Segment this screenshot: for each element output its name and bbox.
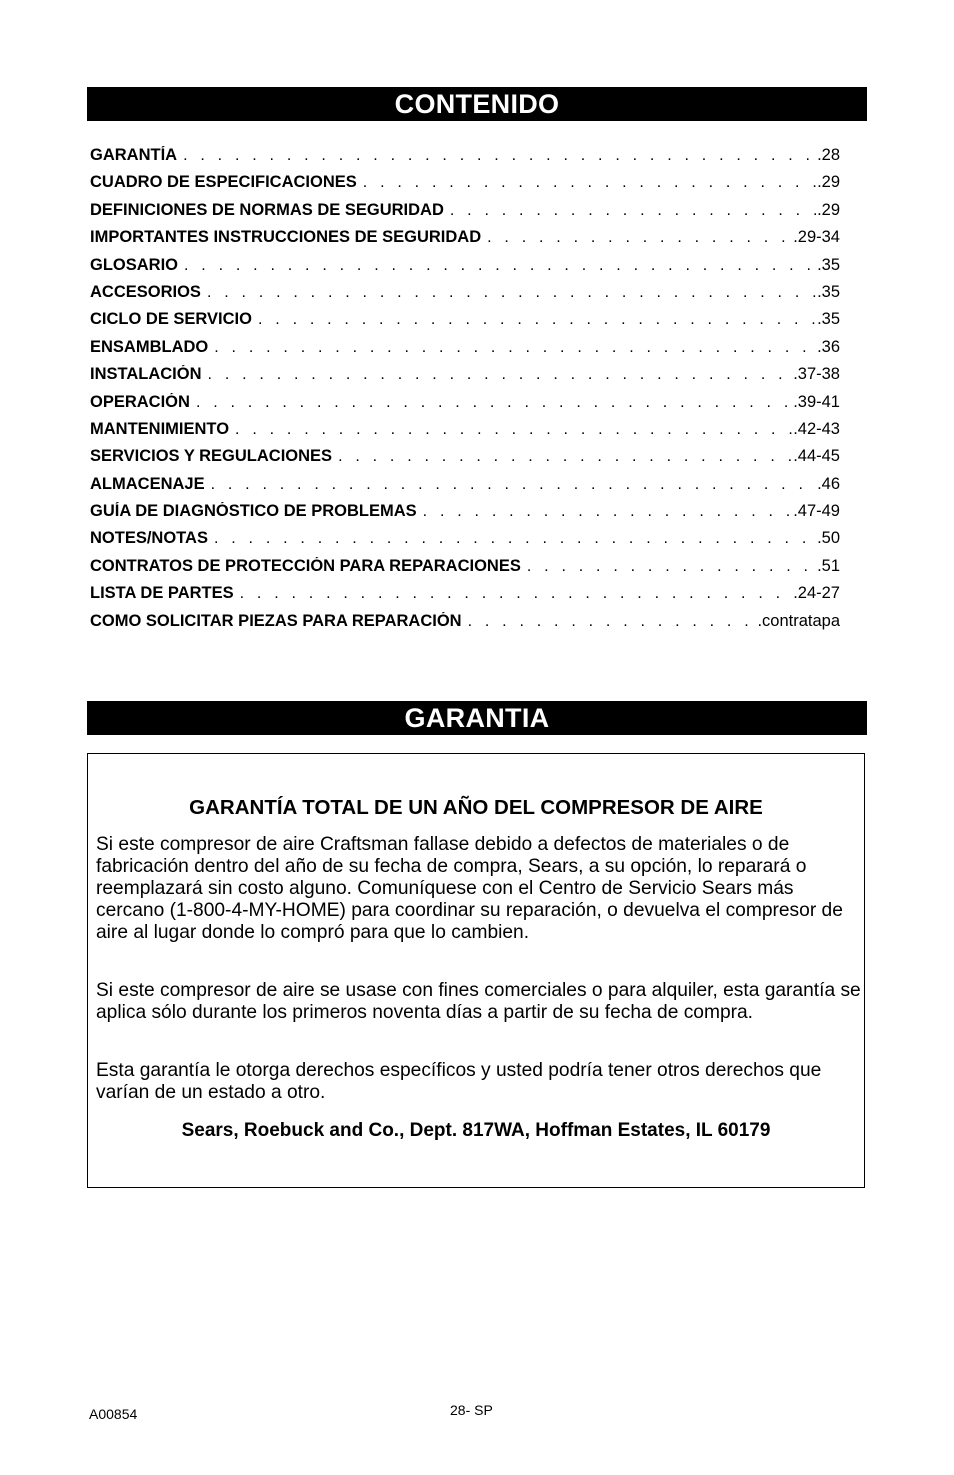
warranty-title: GARANTÍA TOTAL DE UN AÑO DEL COMPRESOR DE AIRE: [189, 796, 763, 819]
toc-entry[interactable]: [90, 283, 840, 310]
toc-leader-dots: [184, 257, 817, 275]
toc-entry[interactable]: [90, 201, 840, 228]
warranty-paragraph: Si este compresor de aire Craftsman fallase debido a defectos de materiales o de fabricación dentro del año de su fecha de compra, Sears, a su opción, lo reparará o reemplazará sin costo alguno. Comuníquese con el Centro de Servicio Sears más cercano (1-800-4-MY-HOME) para coordinar su reparación, o devuelva el compresor de aire al lugar donde lo compró para que lo cambien.: [96, 834, 843, 943]
toc-entry-page: .29: [817, 173, 840, 192]
toc-entry-title: CONTRATOS DE PROTECCIÓN PARA REPARACIONES: [90, 556, 521, 575]
table-of-contents: [90, 146, 840, 639]
toc-entry-page: .42-43: [793, 419, 840, 438]
warranty-paragraph: Esta garantía le otorga derechos específicos y usted podría tener otros derechos que varían de un estado a otro.: [96, 1060, 822, 1103]
toc-entry[interactable]: [90, 502, 840, 529]
toc-entry-title: LISTA DE PARTES: [90, 584, 234, 603]
toc-entry-page: .39-41: [793, 392, 840, 411]
toc-leader-dots: [211, 476, 817, 494]
toc-leader-dots: [208, 366, 794, 384]
toc-leader-dots: [338, 448, 793, 466]
toc-entry[interactable]: [90, 338, 840, 365]
toc-leader-dots: [196, 394, 793, 412]
toc-entry-title: SERVICIOS Y REGULACIONES: [90, 447, 333, 466]
warranty-box: [87, 753, 865, 1188]
toc-entry[interactable]: [90, 146, 840, 173]
page-number: 28- SP: [450, 1402, 493, 1418]
toc-entry[interactable]: [90, 447, 840, 474]
toc-entry[interactable]: [90, 584, 840, 611]
toc-entry-title: DEFINICIONES DE NORMAS DE SEGURIDAD: [90, 200, 444, 219]
toc-leader-dots: [207, 284, 817, 302]
toc-entry-page: .37-38: [793, 365, 840, 384]
toc-entry-page: .35: [817, 282, 840, 301]
toc-leader-dots: [487, 229, 793, 247]
toc-leader-dots: [363, 174, 817, 192]
toc-entry-title: ALMACENAJE: [90, 474, 205, 493]
toc-leader-dots: [235, 421, 793, 439]
document-code: A00854: [89, 1406, 138, 1422]
toc-entry[interactable]: [90, 310, 840, 337]
toc-entry-title: COMO SOLICITAR PIEZAS PARA REPARACIÓN: [90, 611, 462, 630]
toc-entry-title: IMPORTANTES INSTRUCCIONES DE SEGURIDAD: [90, 228, 482, 247]
toc-entry-page: .29-34: [793, 228, 840, 247]
toc-leader-dots: [240, 585, 794, 603]
toc-leader-dots: [423, 503, 794, 521]
toc-leader-dots: [214, 339, 817, 357]
toc-entry-title: ACCESORIOS: [90, 282, 201, 301]
toc-entry-page: .contratapa: [757, 611, 840, 630]
toc-entry[interactable]: [90, 420, 840, 447]
toc-entry-page: .51: [817, 556, 840, 575]
toc-leader-dots: [214, 530, 817, 548]
toc-entry-title: MANTENIMIENTO: [90, 419, 230, 438]
toc-entry-page: .35: [817, 310, 840, 329]
toc-entry-page: .50: [817, 529, 840, 548]
toc-entry[interactable]: [90, 173, 840, 200]
toc-leader-dots: [450, 202, 817, 220]
toc-entry-page: .36: [817, 337, 840, 356]
toc-leader-dots: [258, 311, 817, 329]
toc-entry[interactable]: [90, 228, 840, 255]
toc-leader-dots: [527, 558, 817, 576]
toc-entry[interactable]: [90, 256, 840, 283]
toc-entry[interactable]: [90, 393, 840, 420]
contents-heading: CONTENIDO: [87, 87, 867, 121]
toc-entry[interactable]: [90, 612, 840, 639]
toc-entry-page: .28: [817, 146, 840, 164]
toc-entry[interactable]: [90, 557, 840, 584]
toc-entry-page: .35: [817, 255, 840, 274]
toc-leader-dots: [183, 147, 817, 165]
toc-entry-title: OPERACIÓN: [90, 392, 190, 411]
toc-entry-page: .24-27: [793, 584, 840, 603]
warranty-address: Sears, Roebuck and Co., Dept. 817WA, Hoffman Estates, IL 60179: [181, 1120, 771, 1141]
toc-entry-title: GUÍA DE DIAGNÓSTICO DE PROBLEMAS: [90, 502, 417, 521]
toc-entry-title: CUADRO DE ESPECIFICACIONES: [90, 173, 357, 192]
warranty-paragraph: Si este compresor de aire se usase con fines comerciales o para alquiler, esta garantía se aplica sólo durante los primeros noventa días a partir de su fecha de compra.: [96, 980, 861, 1023]
toc-entry-title: GARANTÍA: [90, 146, 178, 164]
toc-entry-page: .46: [817, 474, 840, 493]
toc-entry[interactable]: [90, 529, 840, 556]
toc-entry-title: NOTES/NOTAS: [90, 529, 208, 548]
toc-entry-title: INSTALACIÓN: [90, 365, 202, 384]
toc-entry-title: ENSAMBLADO: [90, 337, 209, 356]
toc-entry-page: .44-45: [793, 447, 840, 466]
toc-leader-dots: [468, 613, 758, 631]
warranty-heading: GARANTIA: [87, 701, 867, 735]
toc-entry-page: .29: [817, 200, 840, 219]
toc-entry-title: CICLO DE SERVICIO: [90, 310, 252, 329]
toc-entry-page: .47-49: [793, 502, 840, 521]
toc-entry[interactable]: [90, 475, 840, 502]
toc-entry[interactable]: [90, 365, 840, 392]
toc-entry-title: GLOSARIO: [90, 255, 179, 274]
